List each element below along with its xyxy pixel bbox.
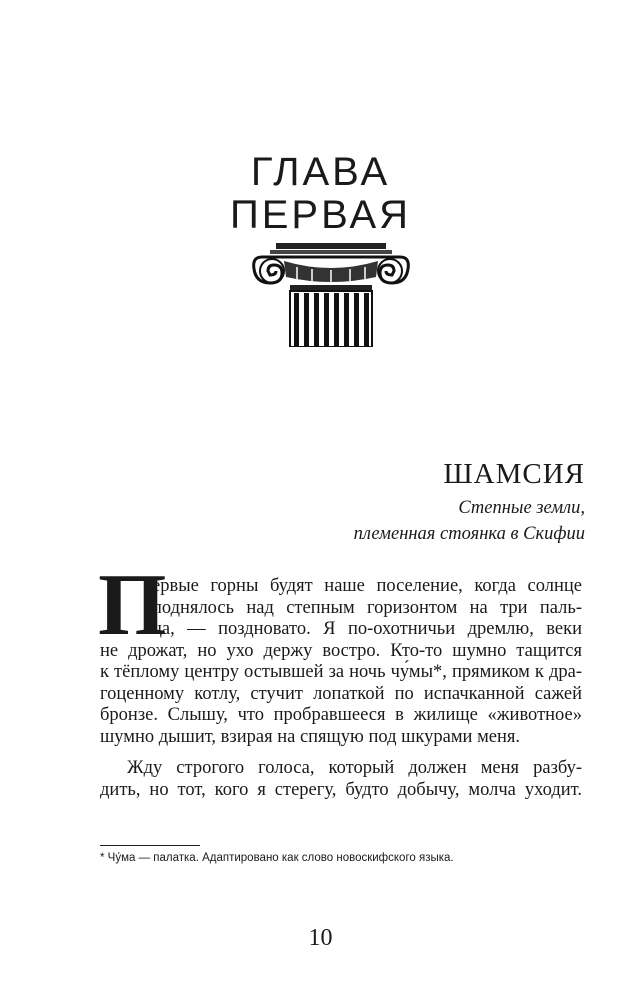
body-line: Жду строгого голоса, который должен меня разбу- — [127, 758, 582, 778]
body-line: дить, но тот, кого я стерегу, будто добычу, молча уходит. — [100, 780, 582, 800]
body-line: поднялось над степным горизонтом на три паль- — [152, 598, 582, 618]
footnote: * Чу́ма — палатка. Адаптировано как слово новоскифского языка. — [100, 852, 454, 864]
body-line: ервые горны будят наше поселение, когда солнце — [152, 576, 582, 596]
body-line: не дрожат, но ухо держу востро. Кто-то шумно тащится — [100, 641, 582, 661]
ionic-column-illustration — [252, 243, 410, 347]
page-number: 10 — [308, 925, 333, 951]
drop-cap: П — [98, 557, 167, 654]
chapter-title-line1: ГЛАВА — [250, 150, 391, 194]
body-line: к тёплому центру остывшей за ночь чу́мы*, прямиком к дра- — [100, 662, 582, 682]
section-heading: ШАМСИЯ — [443, 458, 585, 490]
body-line: гоценному котлу, стучит лопаткой по испачканной сажей — [100, 684, 582, 704]
body-line: бронзе. Слышу, что пробравшееся в жилище «животное» — [100, 705, 582, 725]
body-line: ца, — поздновато. Я по-охотничьи дремлю, веки — [152, 619, 582, 639]
section-subtitle-line1: Степные земли, — [458, 498, 585, 518]
footnote-divider — [100, 845, 200, 846]
section-subtitle-line2: племенная стоянка в Скифии — [353, 524, 585, 544]
body-line: шумно дышит, взирая на спящую под шкурами меня. — [100, 727, 521, 747]
chapter-title-line2: ПЕРВАЯ — [229, 193, 412, 237]
